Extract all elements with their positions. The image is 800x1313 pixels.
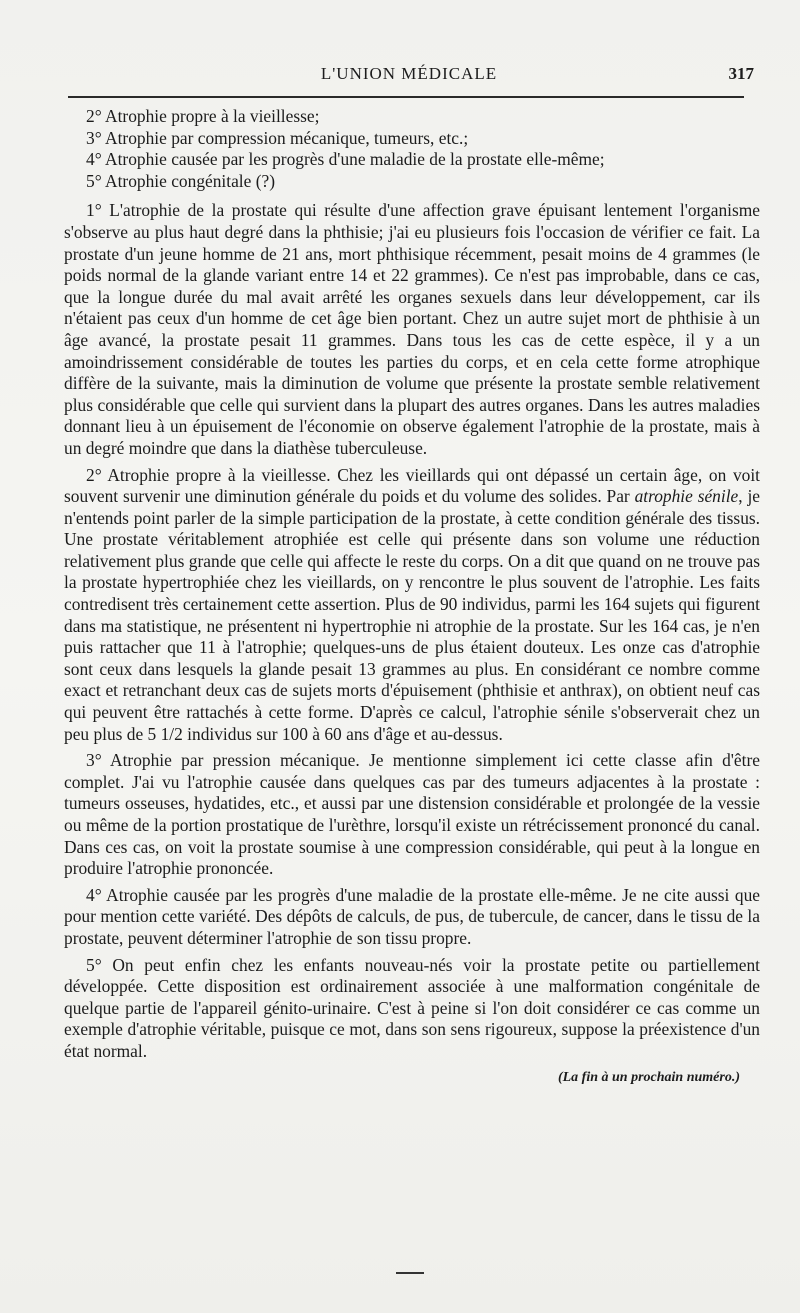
paragraph-text: 2° Atrophie propre à la vieillesse. Chez les vieillards qui ont dépassé un certain âge, on voit souvent survenir une diminution générale du poids et du volume des solides. Par bbox=[64, 464, 760, 507]
atrophy-types-list bbox=[64, 106, 760, 192]
continuation-note: (La fin à un prochain numéro.) bbox=[557, 1069, 740, 1085]
page-number: 317 bbox=[728, 64, 754, 83]
list-item: 2° Atrophie propre à la vieillesse; bbox=[86, 106, 320, 126]
list-item: 5° Atrophie congénitale (?) bbox=[86, 170, 276, 191]
paragraph-senile-atrophy bbox=[64, 465, 760, 746]
page-header bbox=[64, 64, 754, 90]
footer-rule bbox=[396, 1272, 424, 1274]
running-title: L'UNION MÉDICALE bbox=[320, 64, 498, 83]
list-item: 4° Atrophie causée par les progrès d'une maladie de la prostate elle-même; bbox=[86, 149, 605, 170]
article-body bbox=[64, 106, 760, 1088]
paragraph-mechanical-pressure: 3° Atrophie par pression mécanique. Je mentionne simplement ici cette classe afin d'être complet. J'ai vu l'atrophie causée dans quelques cas par des tumeurs adjacentes à la prostate : tumeurs osseuses, hydatides, etc., et aussi par une distension considérable et prolongée de la vessie ou même de la portion prostatique de l'urèthre, lorsqu'il existe un rétrécissement prononcé du canal. Dans ces cas, on voit la prostate soumise à une compression considérable, qui peut à la longue en produire l'atrophie prononcée. bbox=[64, 750, 760, 879]
header-rule bbox=[68, 96, 744, 98]
list-item: 3° Atrophie par compression mécanique, tumeurs, etc.; bbox=[86, 127, 469, 148]
paragraph-congenital: 5° On peut enfin chez les enfants nouveau-nés voir la prostate petite ou partiellement développée. Cette disposition est ordinairement associée à une malformation congénitale de quelque partie de l'appareil génito-urinaire. C'est à peine si l'on doit considérer ce cas comme un exemple d'atrophie véritable, puisque ce mot, dans son sens rigoureux, suppose la préexistence d'un état normal. bbox=[64, 954, 760, 1061]
paragraph-prostate-disease: 4° Atrophie causée par les progrès d'une maladie de la prostate elle-même. Je ne cite aussi que pour mention cette variété. Des dépôts de calculs, de pus, de tubercule, de cancer, dans le tissu de la prostate, peuvent déterminer l'atrophie de son tissu propre. bbox=[64, 884, 760, 948]
paragraph-text: , je n'entends point parler de la simple participation de la prostate, à cette condition générale des tissus. Une prostate véritablement atrophiée est celle qui présente dans son volume une réduction relativement plus grande que celle qui affecte le reste du corps. On a dit que quand on ne trouve pas la prostate hypertrophiée chez les vieillards, on y rencontre le plus souvent de l'atrophie. Les faits contredisent très certainement cette assertion. Plus de 90 individus, parmi les 164 sujets qui figurent dans ma statistique, ne présentent ni hypertrophie ni atrophie de la prostate. Sur les 164 cas, je n'en puis rattacher que 11 à l'atrophie; quelques-uns de plus étaient douteux. Les onze cas d'atrophie sont ceux dans lesquels la glande pesait 13 grammes au plus. En considérant ce nombre comme exact et retranchant deux cas de sujets morts d'épuisement (phthisie et anthrax), on obtient neuf cas qui peuvent être rattachés à cette forme. D'après ce calcul, l'atrophie sénile s'observerait chez un peu plus de 5 1/2 individus sur 100 à 60 ans d'âge et au-dessus. bbox=[64, 486, 761, 744]
italic-term: atrophie sénile bbox=[634, 486, 739, 507]
paragraph-phthisis: 1° L'atrophie de la prostate qui résulte d'une affection grave épuisant lentement l'organisme s'observe au plus haut degré dans la phthisie; j'ai eu plusieurs fois l'occasion de vérifier ce fait. La prostate d'un jeune homme de 21 ans, mort phthisique récemment, pesait moins de 4 grammes (le poids normal de la glande variant entre 14 et 22 grammes). Ce n'est pas improbable, dans ce cas, que la longue durée du mal avait arrêté les organes sexuels dans leur développement, car ils n'étaient pas ceux d'un homme de cet âge bien portant. Chez un autre sujet mort de phthisie à un âge avancé, la prostate pesait 11 grammes. Dans tous les cas de cette espèce, il y a un amoindrissement considérable de toutes les parties du corps, et en cela cette forme atrophique diffère de la suivante, mais la diminution de volume que présente la prostate semble relativement plus considérable que celle qui survient dans la plupart des autres organes. Dans les autres maladies donnant lieu à un épuisement de l'économie on observe également l'atrophie de la prostate, mais à un degré moindre que dans la diathèse tuberculeuse. bbox=[64, 200, 760, 458]
